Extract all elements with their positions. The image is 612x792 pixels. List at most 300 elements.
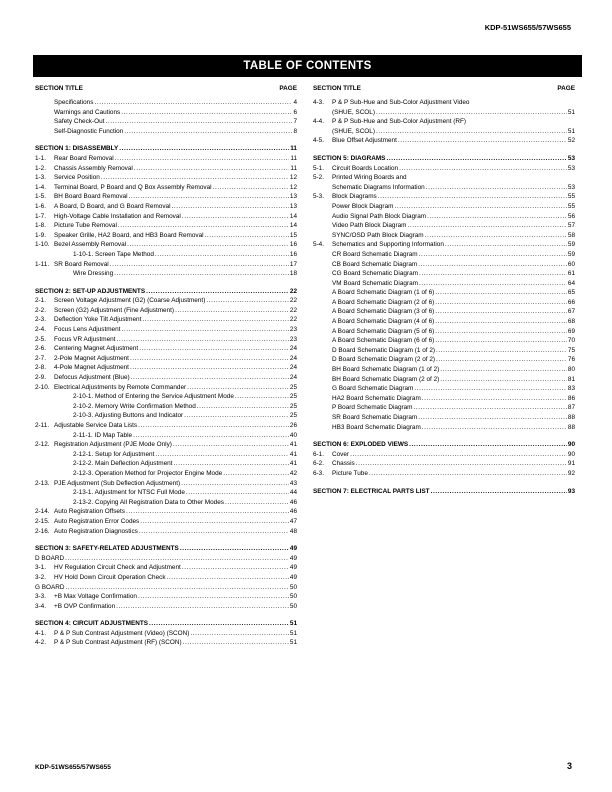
toc-page-number: 14	[289, 222, 297, 230]
page-heading: PAGE	[557, 85, 575, 92]
toc-page-number: 81	[567, 375, 575, 383]
dot-leader	[422, 394, 567, 404]
toc-page-number: 50	[289, 602, 297, 610]
toc-entry-number: 2-16.	[35, 527, 50, 535]
toc-entry-number: 5-2.	[313, 174, 325, 182]
page-heading: PAGE	[279, 85, 297, 92]
toc-page-number: 49	[289, 545, 297, 553]
toc-entry-number: 2-10.	[35, 383, 50, 391]
toc-entry[interactable]	[313, 164, 575, 174]
toc-entry-number: 4-2.	[35, 639, 47, 647]
dot-leader	[155, 450, 289, 460]
toc-page-number: 24	[289, 364, 297, 372]
toc-entry-number: 2-13.	[35, 479, 50, 487]
toc-page-number: 80	[567, 366, 575, 374]
toc-entry-title: SECTION 1: DISASSEMBLY	[35, 145, 119, 153]
section-spacer	[35, 536, 297, 544]
toc-entry[interactable]	[35, 231, 297, 241]
toc-entry-title: Screen (G2) Adjustment (Fine Adjustment)	[54, 306, 175, 314]
toc-entry-title: 2-Pole Magnet Adjustment	[54, 354, 129, 362]
dot-leader	[130, 354, 289, 364]
toc-entry-title: Chassis Assembly Removal	[54, 164, 133, 172]
toc-page-number: 88	[567, 414, 575, 421]
toc-entry[interactable]	[313, 336, 575, 346]
dot-leader	[134, 164, 290, 174]
section-spacer	[313, 146, 575, 154]
toc-entry-title: +B OVP Confirmation	[54, 602, 116, 610]
dot-leader	[155, 250, 289, 260]
toc-entry[interactable]	[35, 383, 297, 393]
toc-entry-title: 2-11-1. ID Map Table	[73, 431, 133, 439]
toc-entry-title: Audio Signal Path Block Diagram	[332, 212, 427, 220]
toc-entry-title: A Board Schematic Diagram (1 of 6)	[332, 289, 435, 297]
toc-entry[interactable]	[313, 279, 575, 289]
toc-entry[interactable]	[35, 363, 297, 373]
toc-page-number: 22	[289, 306, 297, 314]
toc-entry-title: Centering Magnet Adjustment	[54, 345, 139, 353]
toc-page-number: 25	[289, 383, 297, 391]
dot-leader	[386, 154, 566, 164]
toc-page-number: 8	[293, 127, 297, 135]
toc-entry[interactable]	[35, 411, 297, 421]
toc-entry[interactable]	[313, 212, 575, 222]
dot-leader	[105, 117, 292, 127]
toc-entry[interactable]	[35, 392, 297, 402]
toc-page-number: 86	[567, 394, 575, 402]
toc-entry[interactable]	[35, 344, 297, 354]
toc-entry[interactable]	[35, 629, 297, 639]
toc-page-number: 56	[567, 212, 575, 220]
dot-leader	[138, 421, 289, 431]
dot-leader	[378, 192, 567, 202]
toc-entry[interactable]	[313, 413, 575, 423]
dot-leader	[376, 108, 567, 118]
toc-entry-title: VM Board Schematic Diagram	[332, 279, 418, 287]
toc-page-number: 90	[567, 450, 575, 458]
dot-leader	[190, 629, 289, 639]
toc-section-heading[interactable]	[313, 154, 575, 164]
toc-entry-number: 6-3.	[313, 469, 325, 477]
toc-entry-title: D Board Schematic Diagram (2 of 2)	[332, 356, 435, 364]
toc-entry-title: 2-13-2. Copying All Registration Data to Other Modes	[73, 498, 224, 506]
toc-entry[interactable]	[313, 250, 575, 260]
toc-entry[interactable]	[313, 288, 575, 298]
dot-leader	[121, 325, 288, 335]
toc-page-number: 75	[567, 346, 575, 354]
dot-leader	[129, 192, 289, 202]
toc-entry[interactable]	[35, 373, 297, 383]
toc-entry-number: 2-7.	[35, 354, 47, 362]
toc-entry[interactable]	[313, 221, 575, 231]
toc-page-number: 41	[289, 460, 297, 468]
toc-entry-title: BH Board Schematic Diagram (1 of 2)	[332, 366, 440, 374]
toc-page-number: 76	[567, 356, 575, 364]
toc-entry-title: HV Regulation Circuit Check and Adjustment	[54, 564, 181, 572]
toc-entry-number: 1-9.	[35, 231, 47, 239]
toc-entry[interactable]	[35, 269, 297, 279]
dot-leader	[376, 127, 567, 137]
toc-page-number: 12	[289, 183, 297, 191]
toc-entry-title: BH Board Schematic Diagram (2 of 2)	[332, 375, 440, 383]
toc-entry-title: G Board Schematic Diagram	[332, 385, 414, 393]
dot-leader	[436, 346, 567, 356]
toc-entry-title: 2-10-2. Memory Write Confirmation Method	[73, 402, 196, 410]
toc-entry[interactable]	[313, 307, 575, 317]
toc-entry-title: A Board Schematic Diagram (2 of 6)	[332, 298, 435, 306]
toc-entry[interactable]	[35, 183, 297, 193]
toc-entry[interactable]	[35, 498, 297, 508]
toc-entry-title: SECTION 4: CIRCUIT ADJUSTMENTS	[35, 620, 149, 628]
toc-entry[interactable]	[35, 354, 297, 364]
toc-entry-number: 2-12.	[35, 441, 50, 449]
toc-page-number: 50	[289, 593, 297, 601]
toc-section-heading[interactable]	[35, 619, 297, 629]
toc-entry[interactable]	[313, 327, 575, 337]
toc-section-heading[interactable]	[313, 440, 575, 450]
dot-leader	[175, 306, 289, 316]
toc-entry[interactable]	[35, 117, 297, 127]
toc-entry[interactable]	[35, 421, 297, 431]
toc-entry[interactable]	[313, 459, 575, 469]
toc-entry[interactable]	[313, 450, 575, 460]
toc-entry-number: 5-3.	[313, 193, 325, 201]
dot-leader	[101, 173, 289, 183]
toc-title-banner: TABLE OF CONTENTS	[33, 55, 582, 77]
dot-leader	[435, 336, 567, 346]
dot-leader	[213, 183, 289, 193]
dot-leader	[435, 307, 567, 317]
toc-entry-number: 1-11.	[35, 260, 50, 268]
dot-leader	[119, 144, 289, 154]
toc-entry[interactable]	[35, 306, 297, 316]
toc-entry[interactable]	[35, 507, 297, 517]
dot-leader	[419, 279, 567, 289]
toc-entry[interactable]	[35, 296, 297, 306]
toc-entry[interactable]	[35, 335, 297, 345]
toc-entry[interactable]	[313, 136, 575, 146]
toc-entry[interactable]	[313, 192, 575, 202]
toc-entry[interactable]	[313, 240, 575, 250]
toc-page-number: 49	[289, 573, 297, 581]
toc-entry[interactable]	[35, 527, 297, 537]
toc-page-number: 88	[567, 423, 575, 431]
toc-page-number: 69	[567, 327, 575, 335]
toc-entry[interactable]	[35, 431, 297, 441]
footer-page-number: 3	[566, 761, 572, 771]
toc-page-number: 55	[567, 202, 575, 210]
toc-entry-title: P & P Sub Contrast Adjustment (RF) (SCON)	[54, 639, 182, 647]
toc-page-number: 13	[289, 193, 297, 201]
toc-page-number: 7	[293, 118, 297, 126]
toc-page-number: 14	[289, 212, 297, 220]
toc-left-column	[35, 85, 297, 648]
toc-page-number: 49	[289, 564, 297, 572]
toc-page-number: 92	[567, 469, 575, 477]
section-spacer	[35, 136, 297, 144]
dot-leader	[140, 517, 289, 527]
toc-page-number: 67	[567, 308, 575, 316]
toc-entry[interactable]	[313, 403, 575, 413]
toc-entry-title: Deflection Yoke Tilt Adjustment	[54, 316, 142, 324]
dot-leader	[118, 221, 289, 231]
toc-entry-number: 2-1.	[35, 297, 47, 305]
toc-page-number: 16	[289, 241, 297, 249]
dot-leader	[435, 317, 567, 327]
toc-entry-title: P & P Sub Contrast Adjustment (Video) (SCON)	[54, 629, 190, 637]
toc-entry-title: SR Board Removal	[54, 260, 109, 268]
toc-page-number: 53	[567, 183, 575, 191]
toc-page-number: 55	[567, 193, 575, 201]
toc-entry-number: 4-4.	[313, 118, 325, 126]
toc-entry-number: 2-5.	[35, 335, 47, 343]
toc-entry-title: Video Path Block Diagram	[332, 222, 407, 230]
toc-entry-title: A Board Schematic Diagram (5 of 6)	[332, 327, 435, 335]
toc-page-number: 51	[289, 620, 297, 628]
toc-page-number: 46	[289, 508, 297, 516]
toc-entry-number: 1-2.	[35, 164, 47, 172]
dot-leader	[116, 335, 288, 345]
dot-leader	[356, 459, 567, 469]
dot-leader	[425, 231, 567, 241]
toc-entry[interactable]	[313, 375, 575, 385]
toc-entry[interactable]	[35, 98, 297, 108]
toc-entry[interactable]	[313, 298, 575, 308]
dot-leader	[436, 355, 567, 365]
toc-page-number: 58	[567, 231, 575, 239]
toc-entry-title: Power Block Diagram	[332, 202, 394, 210]
toc-entry[interactable]	[35, 325, 297, 335]
toc-entry[interactable]	[35, 108, 297, 118]
toc-entry-title: Bezel Assembly Removal	[54, 241, 127, 249]
toc-entry[interactable]	[35, 469, 297, 479]
toc-entry-title: SECTION 7: ELECTRICAL PARTS LIST	[313, 487, 430, 495]
dot-leader	[182, 563, 289, 573]
toc-section-heading[interactable]	[35, 144, 297, 154]
toc-entry[interactable]	[313, 365, 575, 375]
toc-entry-title: Blue Offset Adjustment	[332, 137, 397, 145]
toc-page-number: 24	[289, 374, 297, 382]
toc-entry-title: D Board Schematic Diagram (1 of 2)	[332, 346, 435, 354]
toc-entry-title: Schematics and Supporting Information	[332, 241, 444, 249]
toc-entry-number: 3-1.	[35, 564, 47, 572]
toc-entry-title: G BOARD	[35, 583, 65, 591]
toc-entry[interactable]	[35, 221, 297, 231]
toc-entry[interactable]	[35, 250, 297, 260]
toc-entry[interactable]	[313, 127, 575, 137]
toc-entry-number: 5-1.	[313, 164, 325, 172]
toc-entry[interactable]	[35, 563, 297, 573]
toc-entry[interactable]	[313, 469, 575, 479]
toc-entry[interactable]	[313, 423, 575, 433]
dot-leader	[435, 327, 567, 337]
dot-leader	[445, 240, 567, 250]
toc-entry[interactable]	[313, 394, 575, 404]
toc-entry-title: SECTION 5: DIAGRAMS	[313, 154, 386, 162]
toc-page-number: 26	[289, 422, 297, 429]
toc-page-number: 90	[567, 441, 575, 449]
toc-page-number: 4	[293, 99, 297, 106]
toc-page-number: 11	[290, 145, 297, 153]
toc-entry[interactable]	[313, 384, 575, 394]
toc-entry[interactable]	[35, 173, 297, 183]
toc-page-number: 23	[289, 326, 297, 334]
toc-entry[interactable]	[313, 202, 575, 212]
toc-page-number: 66	[567, 298, 575, 306]
dot-leader	[426, 183, 567, 193]
dot-leader	[139, 344, 289, 354]
toc-entry[interactable]	[313, 117, 575, 127]
toc-entry-title: Picture Tube Removal	[54, 222, 117, 230]
toc-entry[interactable]	[35, 440, 297, 450]
toc-entry[interactable]	[35, 459, 297, 469]
toc-page-number: 51	[289, 639, 297, 647]
toc-entry[interactable]	[35, 573, 297, 583]
toc-entry[interactable]	[313, 317, 575, 327]
toc-entry-number: 2-4.	[35, 326, 47, 334]
toc-entry[interactable]	[313, 98, 575, 108]
toc-entry[interactable]	[35, 583, 297, 593]
left-column-header	[35, 85, 297, 95]
toc-entry[interactable]	[35, 212, 297, 222]
toc-entry-title: HA2 Board Schematic Diagram	[332, 394, 421, 402]
toc-page-number: 53	[567, 164, 575, 172]
dot-leader	[223, 469, 289, 479]
section-spacer	[35, 611, 297, 619]
toc-page-number: 52	[567, 137, 575, 145]
toc-entry[interactable]	[313, 173, 575, 183]
dot-leader	[139, 527, 289, 537]
toc-entry-title: Electrical Adjustments by Remote Commander	[54, 383, 187, 391]
toc-entry[interactable]	[35, 315, 297, 325]
toc-entry-title: Picture Tube	[332, 469, 368, 477]
toc-section-heading[interactable]	[313, 487, 575, 497]
toc-entry[interactable]	[35, 450, 297, 460]
toc-entry-title: Self-Diagnostic Function	[54, 127, 124, 135]
toc-entry[interactable]	[35, 202, 297, 212]
toc-entry-number: 1-8.	[35, 222, 47, 230]
toc-entry-title: SR Board Schematic Diagram	[332, 414, 418, 421]
toc-entry-number: 1-4.	[35, 183, 47, 191]
dot-leader	[115, 154, 290, 164]
toc-section-heading[interactable]	[35, 544, 297, 554]
toc-entry[interactable]	[313, 260, 575, 270]
toc-entry-title: 2-13-1. Adjustment for NTSC Full Mode	[73, 489, 185, 497]
toc-entry-title: Adjustable Service Data Lists	[54, 422, 138, 429]
toc-entry[interactable]	[313, 108, 575, 118]
dot-leader	[205, 231, 289, 241]
toc-entry-title: SYNC/OSD Path Block Diagram	[332, 231, 424, 239]
dot-leader	[146, 287, 289, 297]
toc-entry-title: 2-12-3. Operation Method for Projector Engine Mode	[73, 469, 223, 477]
dot-leader	[114, 269, 289, 279]
toc-entry-title: (SHUE, SCOL)	[332, 127, 375, 135]
toc-entry-title: Chassis	[332, 460, 355, 468]
toc-page-number: 51	[289, 629, 297, 637]
toc-entry-title: P & P Sub-Hue and Sub-Color Adjustment (RF)	[332, 118, 467, 126]
toc-page-number: 41	[289, 450, 297, 458]
toc-page-number: 46	[289, 498, 297, 506]
toc-entry-number: 5-4.	[313, 241, 325, 249]
dot-leader	[440, 365, 567, 375]
toc-page-number: 17	[289, 260, 297, 268]
toc-entry[interactable]	[313, 231, 575, 241]
toc-entry-title: Screen Voltage Adjustment (G2) (Coarse Adjustment)	[54, 297, 206, 305]
toc-entry-title: Specifications	[54, 99, 94, 106]
toc-entry[interactable]	[313, 346, 575, 356]
dot-leader	[138, 592, 289, 602]
dot-leader	[414, 403, 567, 413]
toc-entry-title: (SHUE, SCOL)	[332, 108, 375, 116]
dot-leader	[110, 260, 289, 270]
toc-page-number: 25	[289, 412, 297, 420]
toc-entry-title: 2-12-1. Setup for Adjustment	[73, 450, 155, 458]
dot-leader	[173, 440, 289, 450]
toc-entry[interactable]	[313, 269, 575, 279]
dot-leader	[440, 375, 567, 385]
toc-page-number: 93	[567, 487, 575, 495]
toc-entry-title: Focus Lens Adjustment	[54, 326, 121, 334]
toc-page-number: 24	[289, 354, 297, 362]
dot-leader	[414, 384, 567, 394]
toc-entry-title: Focus VR Adjustment	[54, 335, 116, 343]
dot-leader	[235, 392, 289, 402]
toc-entry-title: CB Board Schematic Diagram	[332, 260, 418, 268]
toc-entry-number: 1-6.	[35, 202, 47, 210]
toc-entry[interactable]	[35, 554, 297, 564]
toc-entry[interactable]	[35, 592, 297, 602]
toc-entry[interactable]	[35, 192, 297, 202]
dot-leader	[427, 212, 567, 222]
toc-entry[interactable]	[35, 260, 297, 270]
toc-entry[interactable]	[35, 488, 297, 498]
toc-page-number: 49	[289, 554, 297, 562]
toc-entry-title: 2-12-2. Main Deflection Adjustment	[73, 460, 173, 468]
toc-entry[interactable]	[35, 402, 297, 412]
toc-entry[interactable]	[35, 638, 297, 648]
toc-page-number: 11	[290, 154, 297, 162]
dot-leader	[369, 469, 567, 479]
toc-page-number: 51	[567, 127, 575, 135]
toc-entry-number: 4-3.	[313, 99, 325, 106]
toc-section-heading[interactable]	[35, 287, 297, 297]
footer-model: KDP-51WS655/57WS655	[35, 764, 111, 771]
toc-entry-title: Terminal Board, P Board and Q Box Assembly Removal	[54, 183, 212, 191]
toc-entry[interactable]	[313, 355, 575, 365]
toc-entry[interactable]	[35, 127, 297, 137]
dot-leader	[116, 602, 289, 612]
dot-leader	[435, 288, 567, 298]
toc-entry-title: P Board Schematic Diagram	[332, 404, 413, 412]
dot-leader	[126, 507, 289, 517]
dot-leader	[419, 250, 567, 260]
toc-entry[interactable]	[35, 154, 297, 164]
toc-entry-number	[35, 127, 54, 137]
toc-entry[interactable]	[35, 240, 297, 250]
dot-leader	[407, 221, 566, 231]
toc-entry[interactable]	[35, 479, 297, 489]
toc-entry[interactable]	[35, 164, 297, 174]
toc-entry-title: High-Voltage Cable Installation and Removal	[54, 212, 181, 220]
dot-leader	[173, 459, 288, 469]
toc-entry-title: D BOARD	[35, 554, 65, 562]
toc-entry-number: 1-10.	[35, 241, 50, 249]
toc-entry-number: 1-3.	[35, 174, 47, 182]
dot-leader	[435, 298, 567, 308]
toc-page-number: 64	[567, 279, 575, 287]
toc-entry[interactable]	[313, 183, 575, 193]
toc-entry[interactable]	[35, 517, 297, 527]
toc-entry[interactable]	[35, 602, 297, 612]
